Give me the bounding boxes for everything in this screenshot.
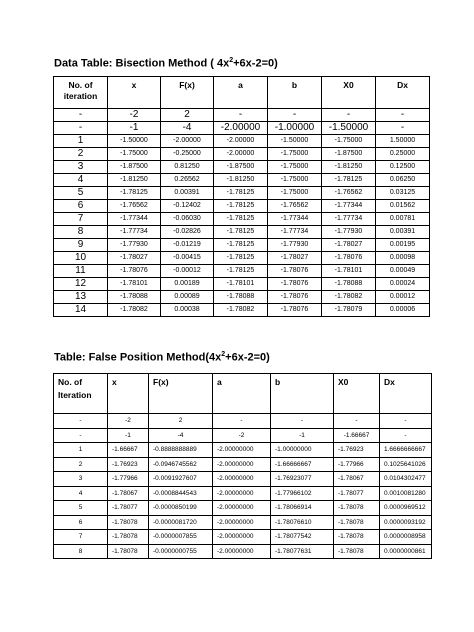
false-position-title-text: Table: False Position Method(4x [54,351,222,364]
bisection-cell: -1.81250 [108,174,161,187]
false-position-cell: -0.0000007855 [149,530,213,545]
false-position-cell: - [54,414,108,429]
bisection-cell: 3 [54,161,108,174]
bisection-row [54,213,430,226]
bisection-cell: - [322,109,376,122]
false-position-row [54,428,432,443]
false-position-cell: 0.0000008958 [380,530,432,545]
false-position-row [54,472,432,487]
false-position-cell: - [380,428,432,443]
bisection-cell: 0.00024 [376,278,430,291]
bisection-row [54,187,430,200]
false-position-cell: -0.0000000755 [149,544,213,559]
bisection-cell: -1.78088 [108,291,161,304]
false-position-cell: -0.0000081720 [149,515,213,530]
false-position-row [54,515,432,530]
bisection-cell: -1.78082 [108,304,161,317]
false-position-cell: -4 [149,428,213,443]
bisection-cell: -1.78076 [268,265,322,278]
bisection-cell: -1.78101 [322,265,376,278]
false-position-row [54,501,432,516]
false-position-cell: -1.77966102 [271,486,334,501]
bisection-cell: -0.12402 [161,200,214,213]
false-position-cell: -1.78077 [108,501,149,516]
bisection-cell: -1.00000 [268,122,322,135]
bisection-row [54,200,430,213]
bisection-cell: 0.00189 [161,278,214,291]
bisection-cell: -1.75000 [108,148,161,161]
bisection-cell: -1.78076 [108,265,161,278]
false-position-row [54,544,432,559]
bisection-cell: -1.78088 [322,278,376,291]
bisection-cell: - [54,109,108,122]
false-position-cell: 0.0000969512 [380,501,432,516]
false-position-header-row [54,374,432,414]
bisection-cell: -0.01219 [161,239,214,252]
bisection-cell: -1.78027 [108,252,161,265]
bisection-row [54,135,430,148]
false-position-cell: -1.76923077 [271,472,334,487]
bisection-cell: 0.12500 [376,161,430,174]
bisection-cell: -1.81250 [322,161,376,174]
false-position-header-cell: a [213,374,271,414]
bisection-cell: 7 [54,213,108,226]
bisection-cell: 0.00781 [376,213,430,226]
bisection-title-tail: +6x-2=0) [233,57,278,70]
false-position-header-cell: X0 [334,374,380,414]
bisection-cell: -1.78125 [214,265,268,278]
bisection-cell: -0.00012 [161,265,214,278]
false-position-cell: -1.78078 [334,501,380,516]
false-position-cell: - [380,414,432,429]
bisection-cell: 0.00098 [376,252,430,265]
false-position-cell: 1 [54,443,108,458]
bisection-header-cell: b [268,77,322,109]
bisection-cell: 0.00006 [376,304,430,317]
false-position-cell: 0.0010081280 [380,486,432,501]
bisection-cell: -1.78125 [214,239,268,252]
bisection-header-cell: x [108,77,161,109]
false-position-cell: -1.78077542 [271,530,334,545]
false-position-cell: -2.00000000 [213,472,271,487]
bisection-cell: -4 [161,122,214,135]
bisection-cell: -0.00415 [161,252,214,265]
bisection-cell: -1.78101 [214,278,268,291]
false-position-cell: -0.8888888889 [149,443,213,458]
bisection-header-row [54,77,430,109]
bisection-row [54,109,430,122]
false-position-cell: -0.0091927607 [149,472,213,487]
false-position-cell: -1.78067 [108,486,149,501]
bisection-cell: -1.75000 [268,187,322,200]
bisection-cell: -1.76562 [108,200,161,213]
false-position-cell: 2 [149,414,213,429]
bisection-cell: 2 [161,109,214,122]
bisection-header-cell: a [214,77,268,109]
false-position-header-cell: No. of Iteration [54,374,108,414]
false-position-cell: -1.78078 [334,515,380,530]
bisection-cell: 10 [54,252,108,265]
bisection-cell: -1.78076 [322,252,376,265]
bisection-cell: -1.77344 [108,213,161,226]
false-position-table [53,373,432,559]
bisection-cell: 1 [54,135,108,148]
false-position-title-exponent: 2 [221,351,226,358]
false-position-cell: -1.78078 [108,544,149,559]
bisection-cell: 0.03125 [376,187,430,200]
false-position-cell: -2.00000000 [213,501,271,516]
bisection-cell: -0.06030 [161,213,214,226]
bisection-cell: 0.01562 [376,200,430,213]
false-position-cell: -2 [108,414,149,429]
bisection-cell: -2.00000 [161,135,214,148]
bisection-header-cell: Dx [376,77,430,109]
bisection-table [53,76,430,317]
bisection-row [54,226,430,239]
false-position-cell: -1.78078 [108,515,149,530]
false-position-cell: -1 [108,428,149,443]
bisection-row [54,239,430,252]
bisection-cell: -1.77930 [108,239,161,252]
bisection-cell: -1.77344 [322,200,376,213]
bisection-cell: - [376,109,430,122]
bisection-cell: 0.00391 [376,226,430,239]
bisection-cell: 0.26562 [161,174,214,187]
false-position-cell: -1.00000000 [271,443,334,458]
bisection-cell: 9 [54,239,108,252]
false-position-cell: -1.78077631 [271,544,334,559]
false-position-cell: -0.0008844543 [149,486,213,501]
bisection-cell: -1.78082 [322,291,376,304]
false-position-cell: 6 [54,515,108,530]
bisection-cell: 13 [54,291,108,304]
bisection-cell: -1.76562 [268,200,322,213]
bisection-cell: -1 [108,122,161,135]
bisection-cell: -1.78027 [268,252,322,265]
false-position-cell: - [213,414,271,429]
false-position-cell: - [334,414,380,429]
bisection-cell: -1.78125 [214,187,268,200]
false-position-row [54,443,432,458]
bisection-cell: -1.77930 [268,239,322,252]
bisection-cell: -1.78125 [108,187,161,200]
false-position-row [54,457,432,472]
bisection-cell: -1.78088 [214,291,268,304]
bisection-cell: -1.77734 [268,226,322,239]
false-position-cell: -1.66667 [334,428,380,443]
false-position-cell: 7 [54,530,108,545]
bisection-cell: -2.00000 [214,122,268,135]
bisection-cell: 0.00049 [376,265,430,278]
bisection-cell: -1.75000 [268,148,322,161]
false-position-cell: -1.78078 [108,530,149,545]
false-position-row [54,530,432,545]
false-position-cell: 3 [54,472,108,487]
false-position-cell: -1.77966 [108,472,149,487]
bisection-header-cell: F(x) [161,77,214,109]
false-position-header-cell: F(x) [149,374,213,414]
bisection-table-title [54,57,278,70]
bisection-row [54,265,430,278]
bisection-cell: 4 [54,174,108,187]
false-position-cell: 0.0000000861 [380,544,432,559]
bisection-cell: 0.06250 [376,174,430,187]
bisection-row [54,148,430,161]
bisection-cell: - [54,122,108,135]
bisection-row [54,161,430,174]
false-position-cell: -1.78067 [334,472,380,487]
false-position-header-cell: b [271,374,334,414]
bisection-cell: -1.78082 [214,304,268,317]
bisection-cell: -1.87500 [108,161,161,174]
bisection-cell: -1.78125 [214,200,268,213]
bisection-cell: -1.50000 [108,135,161,148]
false-position-cell: 0.1025641026 [380,457,432,472]
bisection-cell: - [214,109,268,122]
bisection-cell: -0.02826 [161,226,214,239]
false-position-cell: -1.77966 [334,457,380,472]
bisection-cell: -1.78076 [268,304,322,317]
bisection-title-text: Data Table: Bisection Method ( 4x [54,57,230,70]
bisection-row [54,174,430,187]
bisection-cell: 8 [54,226,108,239]
false-position-cell: 0.0000093192 [380,515,432,530]
false-position-cell: -1.76923 [334,443,380,458]
bisection-cell: -2.00000 [214,135,268,148]
false-position-cell: 5 [54,501,108,516]
false-position-header-cell: Dx [380,374,432,414]
false-position-cell: -2.00000000 [213,443,271,458]
bisection-cell: 0.25000 [376,148,430,161]
bisection-cell: -1.77344 [268,213,322,226]
false-position-title-tail: +6x-2=0) [225,351,270,364]
bisection-row [54,304,430,317]
bisection-row [54,122,430,135]
bisection-cell: -1.78125 [214,213,268,226]
false-position-cell: -1.78076610 [271,515,334,530]
bisection-cell: - [268,109,322,122]
bisection-cell: 0.00012 [376,291,430,304]
bisection-cell: -1.81250 [214,174,268,187]
false-position-cell: -2.00000000 [213,530,271,545]
bisection-cell: -1.78101 [108,278,161,291]
false-position-table-title [54,351,270,364]
bisection-cell: 2 [54,148,108,161]
bisection-row [54,252,430,265]
bisection-cell: -1.50000 [322,122,376,135]
bisection-row [54,291,430,304]
false-position-cell: - [271,414,334,429]
bisection-cell: 12 [54,278,108,291]
bisection-row [54,278,430,291]
bisection-cell: -1.76562 [322,187,376,200]
bisection-header-cell: X0 [322,77,376,109]
bisection-title-exponent: 2 [229,57,234,64]
false-position-cell: -2.00000000 [213,515,271,530]
false-position-cell: 0.0104302477 [380,472,432,487]
false-position-cell: 8 [54,544,108,559]
bisection-cell: -2 [108,109,161,122]
bisection-cell: 6 [54,200,108,213]
false-position-cell: -1.78078 [334,530,380,545]
bisection-cell: -1.78125 [214,252,268,265]
bisection-cell: -1.75000 [268,174,322,187]
bisection-cell: 1.50000 [376,135,430,148]
bisection-cell: -1.50000 [268,135,322,148]
false-position-cell: -2 [213,428,271,443]
false-position-cell: -1.78077 [334,486,380,501]
bisection-cell: 0.00038 [161,304,214,317]
bisection-cell: -1.78027 [322,239,376,252]
bisection-cell: -1.78125 [214,226,268,239]
bisection-cell: -1.75000 [322,135,376,148]
false-position-header-cell: x [108,374,149,414]
bisection-cell: -1.77930 [322,226,376,239]
false-position-cell: - [54,428,108,443]
bisection-cell: -0.25000 [161,148,214,161]
false-position-cell: 4 [54,486,108,501]
bisection-header-cell: No. of iteration [54,77,108,109]
false-position-cell: -1.78078 [334,544,380,559]
bisection-cell: -1.78076 [268,278,322,291]
false-position-cell: 2 [54,457,108,472]
false-position-cell: -1.78066914 [271,501,334,516]
false-position-cell: -2.00000000 [213,544,271,559]
false-position-cell: -2.00000000 [213,486,271,501]
bisection-cell: - [376,122,430,135]
bisection-cell: -1.87500 [214,161,268,174]
bisection-cell: -1.77734 [322,213,376,226]
bisection-cell: -1.78125 [322,174,376,187]
bisection-cell: -2.00000 [214,148,268,161]
bisection-cell: -1.78076 [268,291,322,304]
bisection-cell: 11 [54,265,108,278]
bisection-cell: 0.00195 [376,239,430,252]
bisection-cell: -1.75000 [268,161,322,174]
bisection-cell: 5 [54,187,108,200]
false-position-cell: -2.00000000 [213,457,271,472]
false-position-cell: -1.66667 [108,443,149,458]
bisection-cell: 0.81250 [161,161,214,174]
false-position-cell: -0.0000850199 [149,501,213,516]
false-position-cell: 1.6666666667 [380,443,432,458]
false-position-cell: -0.0946745562 [149,457,213,472]
false-position-row [54,486,432,501]
bisection-cell: -1.78079 [322,304,376,317]
bisection-cell: 14 [54,304,108,317]
bisection-cell: 0.00089 [161,291,214,304]
bisection-cell: 0.00391 [161,187,214,200]
bisection-cell: -1.77734 [108,226,161,239]
false-position-row [54,414,432,429]
false-position-cell: -1.76923 [108,457,149,472]
false-position-cell: -1 [271,428,334,443]
bisection-cell: -1.87500 [322,148,376,161]
false-position-cell: -1.66666667 [271,457,334,472]
